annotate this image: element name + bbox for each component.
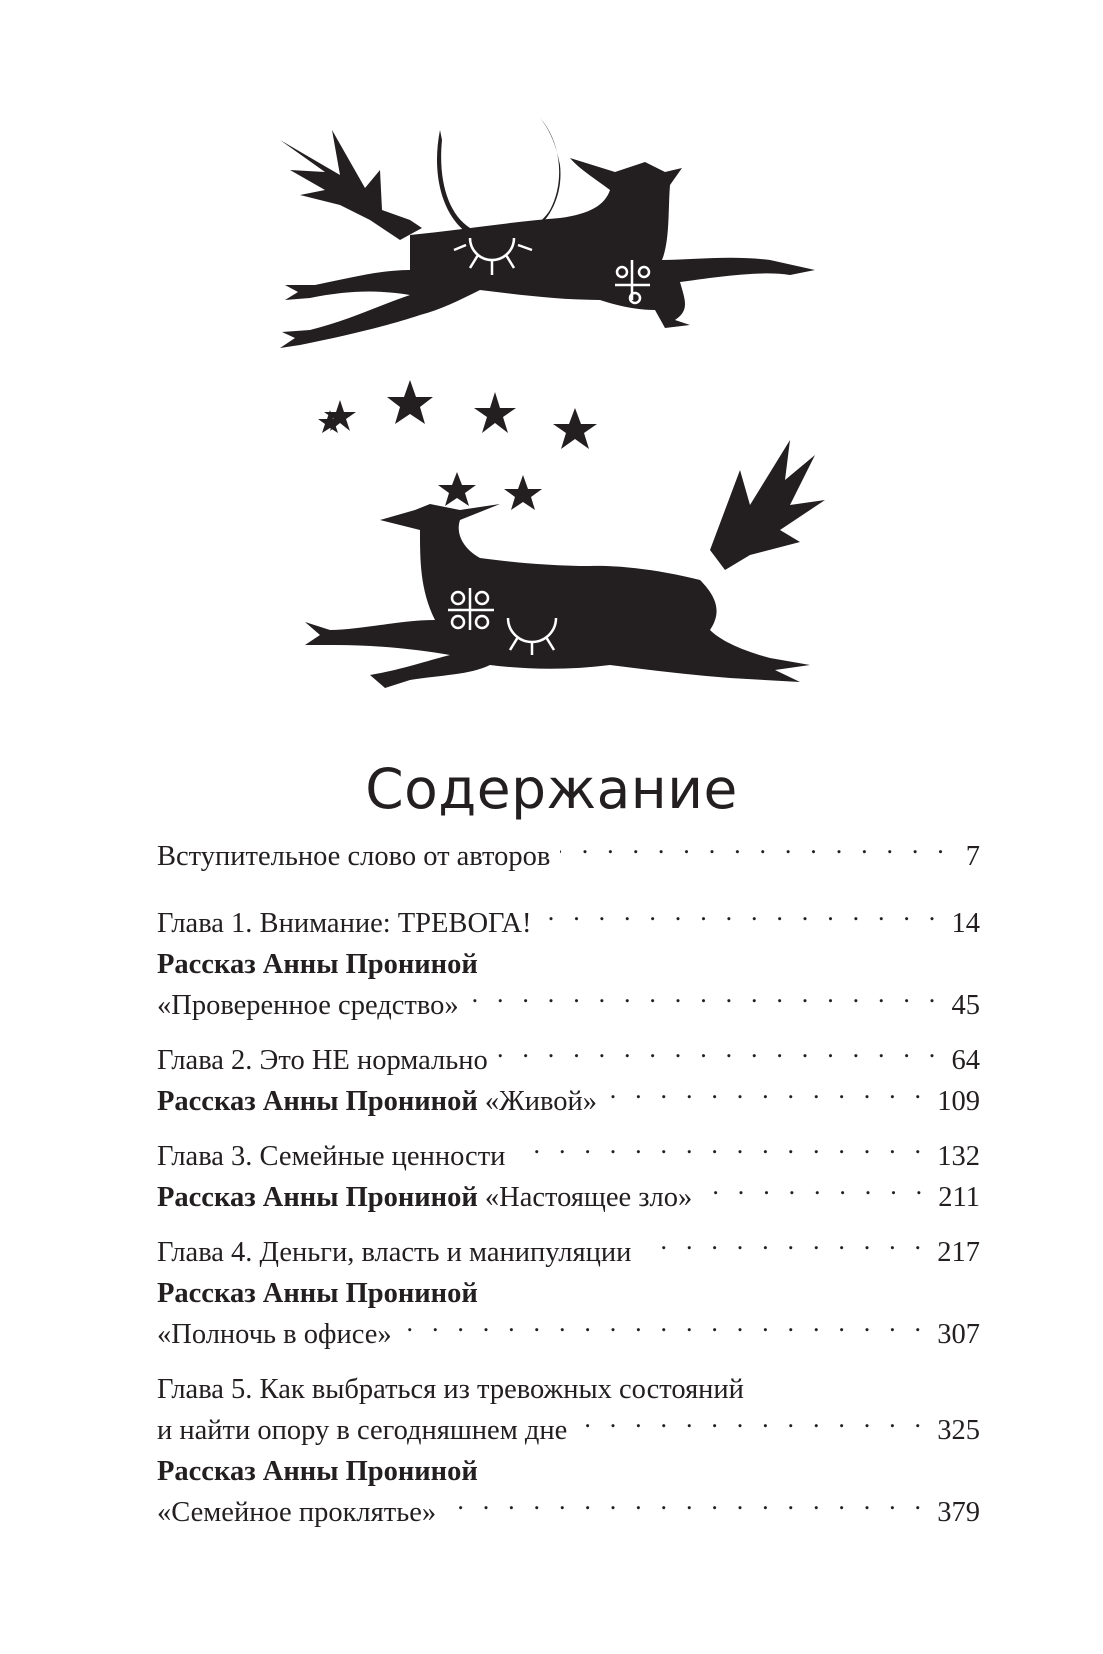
- dot-leader: [402, 1302, 928, 1343]
- toc-page-number: 217: [937, 1237, 980, 1268]
- toc-entry-title: и найти опору в сегодняшнем дне: [157, 1415, 568, 1446]
- toc-entry[interactable]: [157, 824, 980, 872]
- wolves-illustration: [270, 110, 830, 690]
- toc-page-number: 64: [951, 1045, 980, 1076]
- toc-entry-title: Глава 3. Семейные ценности: [157, 1141, 506, 1172]
- dot-leader: [607, 1069, 927, 1110]
- dot-leader: [560, 824, 950, 865]
- toc-group-intro: [157, 824, 980, 872]
- toc-entry-title: Глава 5. Как выбраться из тревожных состояний: [157, 1374, 744, 1405]
- story-author: Рассказ Анны Прониной: [157, 1086, 478, 1117]
- toc-entry-title: «Полночь в офисе»: [157, 1319, 392, 1350]
- toc-entry[interactable]: [157, 1124, 980, 1172]
- toc-entry[interactable]: [157, 891, 980, 939]
- dot-leader: [541, 891, 941, 932]
- toc-group-chapter-5: [157, 1357, 980, 1528]
- toc-entry-title: Глава 1. Внимание: ТРЕВОГА!: [157, 908, 532, 939]
- toc-page-number: 211: [938, 1182, 980, 1213]
- wolves-and-moon-icon: [270, 110, 830, 690]
- stars-icon: [318, 380, 597, 510]
- toc-group-chapter-1: [157, 891, 980, 1021]
- dot-leader: [515, 1124, 927, 1165]
- toc-entry-title: «Семейное проклятье»: [157, 1497, 437, 1528]
- toc-page-number: 14: [951, 908, 980, 939]
- dot-leader: [702, 1165, 928, 1206]
- toc-entry[interactable]: [157, 1028, 980, 1076]
- story-author: Рассказ Анны Прониной: [157, 1456, 478, 1487]
- toc-entry-title: «Настоящее зло»: [477, 1182, 693, 1213]
- story-author: Рассказ Анны Прониной: [157, 1182, 478, 1213]
- toc-page-number: 379: [937, 1497, 980, 1528]
- toc-group-chapter-2: [157, 1028, 980, 1117]
- toc-page-number: 109: [937, 1086, 980, 1117]
- toc-entry-title: Вступительное слово от авторов: [157, 841, 551, 872]
- table-of-contents: [157, 824, 980, 1535]
- page-title: Содержание: [365, 756, 738, 821]
- toc-page-number: 307: [937, 1319, 980, 1350]
- toc-entry-title: «Проверенное средство»: [157, 990, 459, 1021]
- toc-group-chapter-4: [157, 1220, 980, 1350]
- dot-leader: [641, 1220, 927, 1261]
- story-author: Рассказ Анны Прониной: [157, 1278, 478, 1309]
- toc-page-number: 132: [937, 1141, 980, 1172]
- dot-leader: [577, 1398, 927, 1439]
- toc-page-number: 325: [937, 1415, 980, 1446]
- toc-entry-title: «Живой»: [477, 1086, 597, 1117]
- dot-leader: [469, 973, 942, 1014]
- toc-group-chapter-3: [157, 1124, 980, 1213]
- toc-entry[interactable]: [157, 1357, 980, 1405]
- toc-entry[interactable]: [157, 1220, 980, 1268]
- toc-entry-title: Глава 2. Это НЕ нормально: [157, 1045, 488, 1076]
- toc-entry-title: Глава 4. Деньги, власть и манипуляции: [157, 1237, 632, 1268]
- toc-page-number: 45: [951, 990, 980, 1021]
- dot-leader: [498, 1028, 942, 1069]
- toc-page-number: 7: [965, 841, 980, 872]
- dot-leader: [446, 1480, 927, 1521]
- story-author: Рассказ Анны Прониной: [157, 949, 478, 980]
